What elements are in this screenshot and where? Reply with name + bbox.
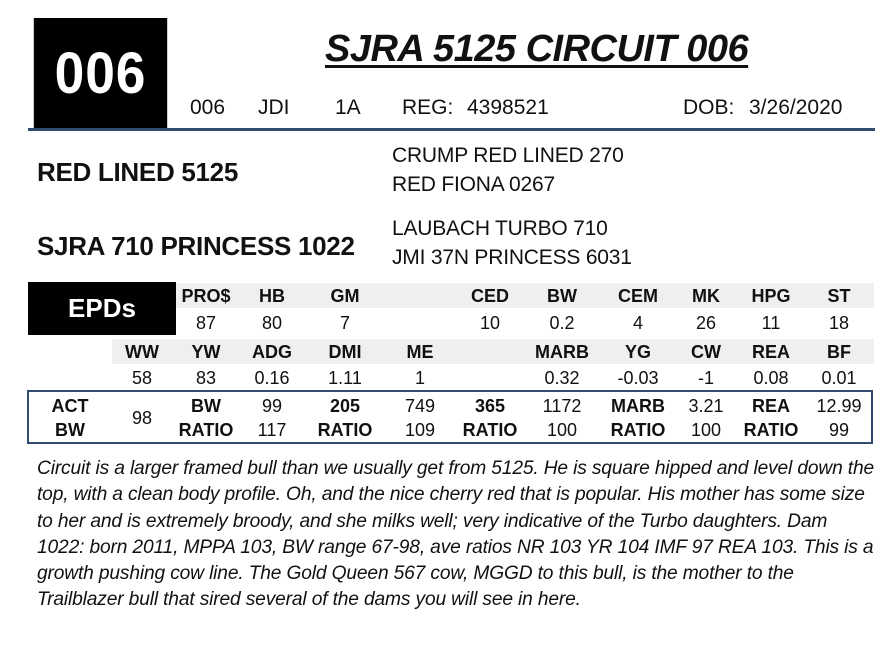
epd-header-ced: CED	[470, 286, 510, 306]
lot-description: Circuit is a larger framed bull than we usually get from 5125. He is square hipped and level down the top, with a clean body profile. Oh, and the nice cherry red that is popular. His mother has some size to her and is extremely broody, and she milks well; very indicative of the Turbo daughters. Dam 1022: born 2011, MPPA 103, BW range 67-98, ave ratios NR 103 YR 104 IMF 97 REA 103. This is a growth pushing cow line. The Gold Queen 567 cow, MGGD to this bull, is the mother to the Trailblazer bull that sired several of the dams you will see in here.	[37, 458, 875, 611]
herd-prefix: JDI	[258, 96, 290, 119]
dob-label: DOB:	[683, 96, 735, 119]
perf-205-header: 205	[329, 396, 361, 416]
perf-rea-ratio-label: RATIO	[743, 420, 799, 440]
perf-bw-ratio-label: RATIO	[178, 420, 234, 440]
dam-sire-name: LAUBACH TURBO 710	[392, 217, 608, 240]
dam-name: SJRA 710 PRINCESS 1022	[37, 231, 355, 261]
dam-dam-name: JMI 37N PRINCESS 6031	[392, 246, 632, 269]
epd-value-me: 1	[414, 368, 426, 388]
epd-value-hpg: 11	[761, 313, 781, 333]
epd-value-yg: -0.03	[617, 368, 659, 388]
perf-actual-bw: 98	[131, 408, 153, 428]
perf-bw-value: 99	[261, 396, 283, 416]
perf-bw-label: BW	[55, 420, 85, 440]
epd-header-cem: CEM	[618, 286, 658, 306]
tag-number: 006	[190, 96, 226, 119]
header-divider	[28, 128, 875, 131]
perf-205-ratio-label: RATIO	[317, 420, 373, 440]
epd-value-st: 18	[828, 313, 850, 333]
epd-header-yg: YG	[624, 342, 652, 362]
epd-header-st: ST	[827, 286, 851, 306]
epd-value-cem: 4	[632, 313, 644, 333]
grade-code: 1A	[335, 96, 361, 119]
perf-bw-ratio: 117	[257, 420, 287, 440]
epd-header-dmi: DMI	[328, 342, 362, 362]
perf-act-label: ACT	[51, 396, 89, 416]
epd-header-mk: MK	[692, 286, 720, 306]
epd-header-hpg: HPG	[751, 286, 791, 306]
perf-rea-ratio: 99	[828, 420, 850, 440]
epd-header-ww: WW	[125, 342, 159, 362]
perf-marb-value: 3.21	[688, 396, 724, 416]
perf-205-value: 749	[404, 396, 436, 416]
sire-name: RED LINED 5125	[37, 157, 238, 187]
lot-number: 006	[34, 18, 167, 129]
epd-value-rea: 0.08	[753, 368, 789, 388]
perf-marb-ratio-label: RATIO	[610, 420, 666, 440]
animal-name-title: SJRA 5125 CIRCUIT 006	[325, 28, 749, 70]
epd-header-gm: GM	[330, 286, 360, 306]
epd-value-adg: 0.16	[254, 368, 290, 388]
epd-header-marb: MARB	[535, 342, 589, 362]
epd-header-hb: HB	[259, 286, 285, 306]
perf-205-ratio: 109	[404, 420, 436, 440]
epd-value-ww: 58	[131, 368, 153, 388]
epd-value-bf: 0.01	[821, 368, 857, 388]
perf-rea-header: REA	[751, 396, 791, 416]
epd-header-cw: CW	[691, 342, 721, 362]
epd-value-hb: 80	[261, 313, 283, 333]
epd-label: EPDs	[28, 282, 176, 335]
epd-value-pro: 87	[195, 313, 217, 333]
perf-rea-value: 12.99	[816, 396, 862, 416]
perf-365-value: 1172	[542, 396, 582, 416]
epd-value-bw: 0.2	[549, 313, 575, 333]
epd-header-pro: PRO$	[181, 286, 231, 306]
epd-header-me: ME	[406, 342, 434, 362]
perf-marb-header: MARB	[611, 396, 665, 416]
perf-marb-ratio: 100	[690, 420, 722, 440]
epd-header-bw: BW	[547, 286, 577, 306]
perf-bw-header: BW	[191, 396, 221, 416]
epd-header-bf: BF	[827, 342, 851, 362]
perf-365-header: 365	[474, 396, 506, 416]
registration-number: 4398521	[467, 96, 549, 119]
sire-dam-name: RED FIONA 0267	[392, 173, 555, 196]
perf-365-ratio-label: RATIO	[462, 420, 518, 440]
reg-label: REG:	[402, 96, 454, 119]
perf-365-ratio: 100	[546, 420, 578, 440]
epd-value-yw: 83	[195, 368, 217, 388]
sire-sire-name: CRUMP RED LINED 270	[392, 144, 624, 167]
epd-header-yw: YW	[191, 342, 221, 362]
epd-value-marb: 0.32	[544, 368, 580, 388]
epd-value-cw: -1	[697, 368, 715, 388]
epd-value-gm: 7	[339, 313, 351, 333]
epd-value-mk: 26	[695, 313, 717, 333]
date-of-birth: 3/26/2020	[749, 96, 843, 119]
epd-header-rea: REA	[751, 342, 791, 362]
epd-header-adg: ADG	[252, 342, 292, 362]
epd-value-dmi: 1.11	[328, 368, 362, 388]
epd-value-ced: 10	[479, 313, 501, 333]
